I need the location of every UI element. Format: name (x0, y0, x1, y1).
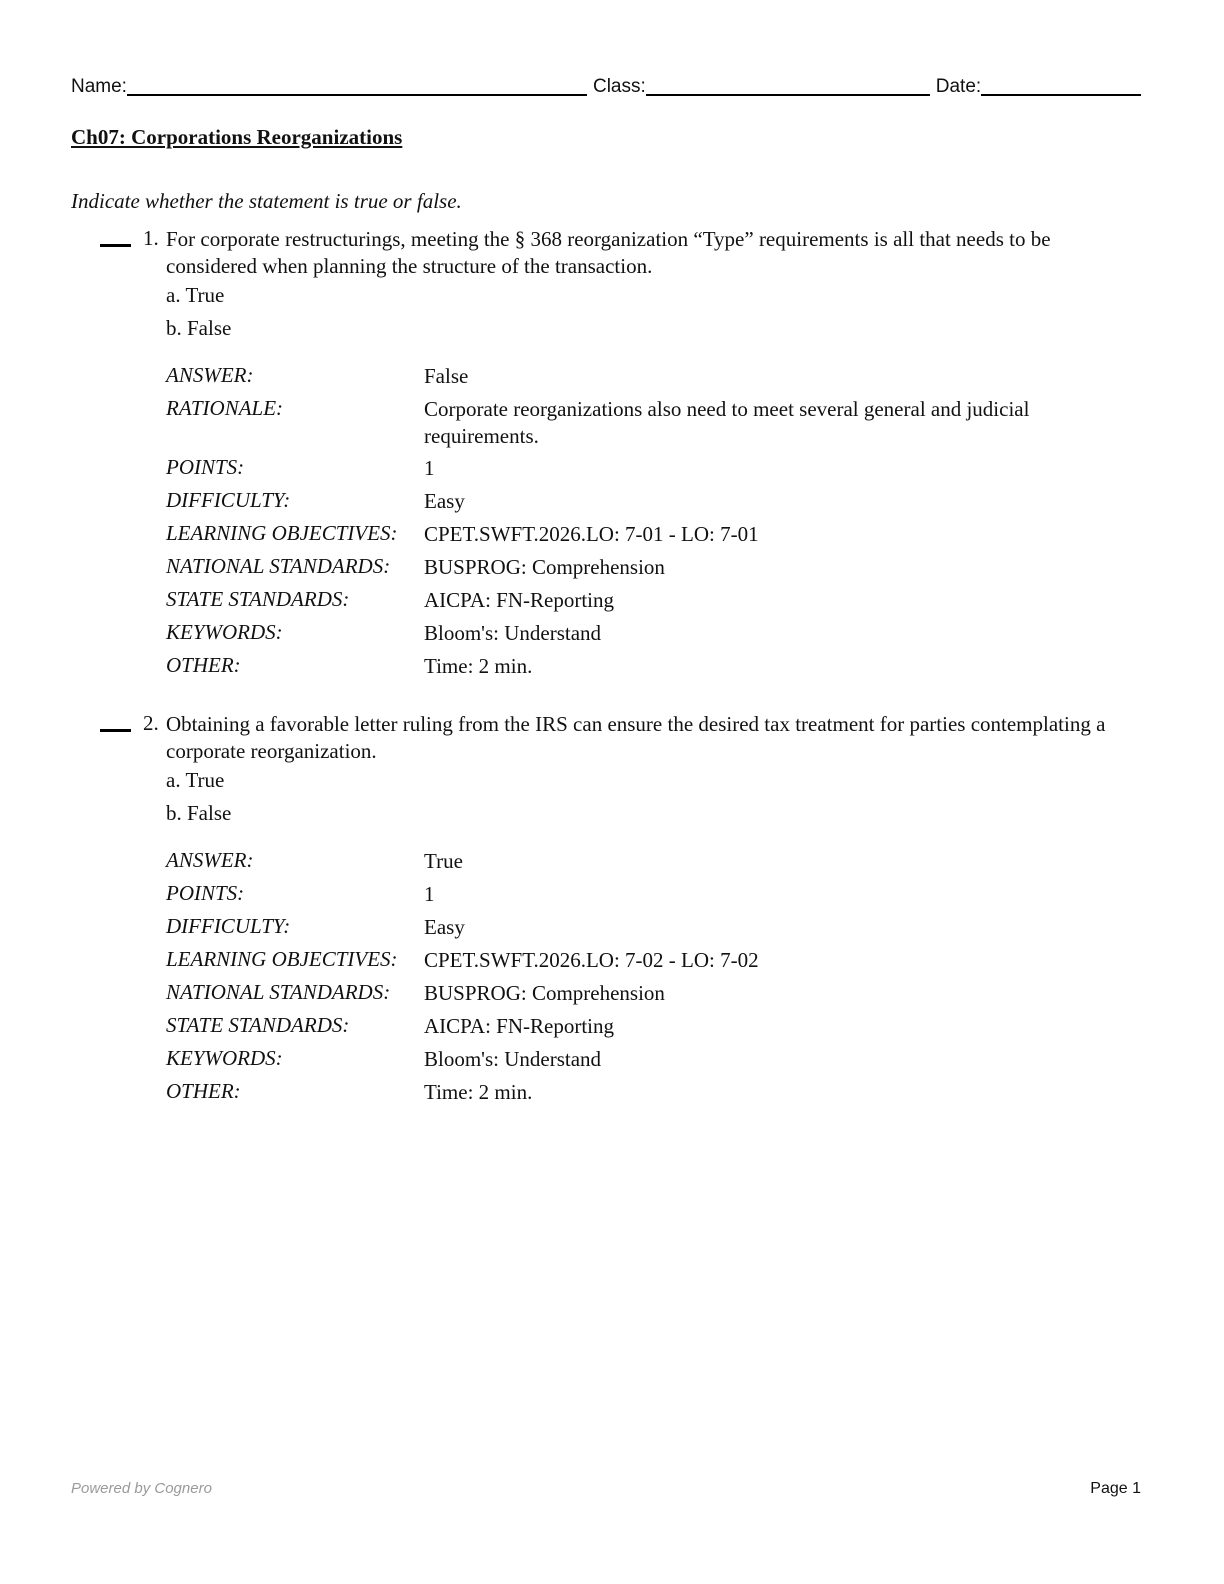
class-label: Class: (592, 76, 646, 97)
meta-key: ANSWER: (166, 848, 254, 872)
question-text: Obtaining a favorable letter ruling from the IRS can ensure the desired tax treatment for parties contemplating a corporate reorganization. (166, 712, 1106, 763)
meta-key: DIFFICULTY: (166, 488, 291, 512)
meta-value: CPET.SWFT.2026.LO: 7-01 - LO: 7-01 (424, 522, 759, 546)
meta-key: ANSWER: (166, 363, 254, 387)
meta-value: BUSPROG: Comprehension (424, 981, 665, 1005)
meta-value: Easy (424, 915, 465, 939)
meta-key: RATIONALE: (166, 396, 284, 420)
meta-key: DIFFICULTY: (166, 914, 291, 938)
answer-blank-line (100, 244, 131, 247)
page-title: Ch07: Corporations Reorganizations (71, 125, 403, 149)
meta-key: KEYWORDS: (166, 620, 283, 644)
meta-value: BUSPROG: Comprehension (424, 555, 665, 579)
meta-value: Time: 2 min. (424, 1080, 533, 1104)
meta-value: Bloom's: Understand (424, 621, 602, 645)
meta-key: NATIONAL STANDARDS: (166, 980, 391, 1004)
meta-value: 1 (424, 882, 435, 906)
meta-value: Time: 2 min. (424, 654, 533, 678)
date-label: Date: (935, 76, 982, 97)
meta-key: OTHER: (166, 1079, 241, 1103)
meta-key: KEYWORDS: (166, 1046, 283, 1070)
meta-key: OTHER: (166, 653, 241, 677)
name-blank-line (127, 93, 587, 96)
question-text: For corporate restructurings, meeting the § 368 reorganization “Type” requirements is all that needs to be considered when planning the structure of the transaction. (166, 227, 1051, 278)
meta-value: True (424, 849, 463, 873)
meta-value: Corporate reorganizations also need to meet several general and judicial requirements. (424, 397, 1030, 448)
meta-value: Bloom's: Understand (424, 1047, 602, 1071)
date-blank-line (981, 93, 1141, 96)
page-number: Page 1 (1090, 1480, 1141, 1497)
choice-true: a. True (166, 283, 225, 307)
meta-value: AICPA: FN-Reporting (424, 1014, 614, 1038)
meta-value: Easy (424, 489, 465, 513)
meta-value: False (424, 364, 469, 388)
powered-by-footer: Powered by Cognero (71, 1480, 212, 1497)
choice-false: b. False (166, 801, 232, 825)
meta-value: CPET.SWFT.2026.LO: 7-02 - LO: 7-02 (424, 948, 759, 972)
choice-false: b. False (166, 316, 232, 340)
choice-true: a. True (166, 768, 225, 792)
meta-key: NATIONAL STANDARDS: (166, 554, 391, 578)
answer-blank-line (100, 729, 131, 732)
name-label: Name: (71, 76, 127, 97)
instructions-text: Indicate whether the statement is true or false. (71, 189, 462, 213)
meta-key: POINTS: (166, 455, 245, 479)
meta-key: POINTS: (166, 881, 245, 905)
meta-value: 1 (424, 456, 435, 480)
meta-key: LEARNING OBJECTIVES: (166, 521, 398, 545)
meta-value: AICPA: FN-Reporting (424, 588, 614, 612)
question-number: 2. (143, 711, 159, 735)
meta-key: LEARNING OBJECTIVES: (166, 947, 398, 971)
meta-key: STATE STANDARDS: (166, 587, 350, 611)
meta-key: STATE STANDARDS: (166, 1013, 350, 1037)
student-info-header (71, 72, 1141, 98)
class-blank-line (646, 93, 930, 96)
question-number: 1. (143, 226, 159, 250)
